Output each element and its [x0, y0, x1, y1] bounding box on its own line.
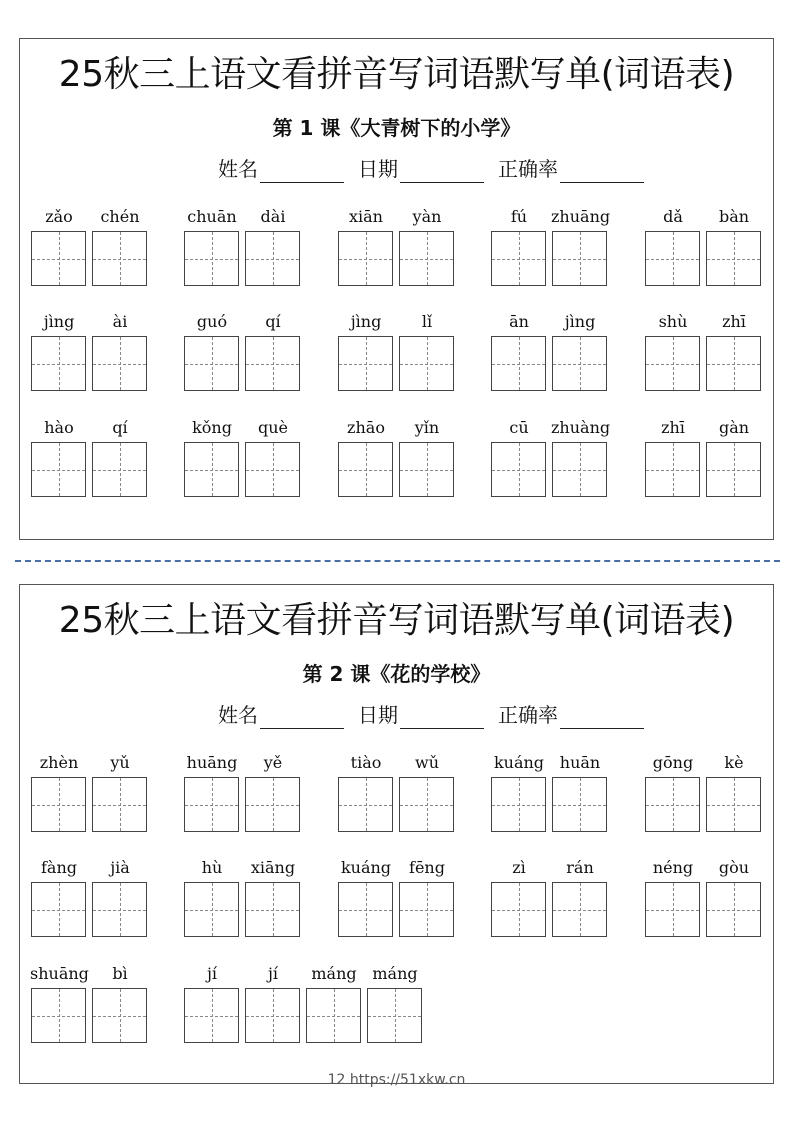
- writing-box[interactable]: [491, 442, 546, 497]
- pinyin-label: zhī: [661, 418, 685, 437]
- pinyin-label: hào: [44, 418, 74, 437]
- writing-box[interactable]: [491, 777, 546, 832]
- name-field[interactable]: [218, 155, 344, 183]
- pinyin-label: fú: [510, 207, 528, 226]
- writing-box[interactable]: [245, 442, 300, 497]
- name-label: 姓名: [218, 157, 258, 181]
- writing-box[interactable]: [338, 442, 393, 497]
- writing-box[interactable]: [184, 442, 239, 497]
- writing-box[interactable]: [184, 988, 239, 1043]
- writing-box[interactable]: [338, 882, 393, 937]
- pinyin-label: shuāng: [30, 964, 89, 983]
- pinyin-label: kuáng: [493, 753, 545, 772]
- writing-box[interactable]: [706, 336, 761, 391]
- pinyin-label: chén: [100, 207, 140, 226]
- pinyin-label: zhāo: [347, 418, 385, 437]
- pinyin-label: huān: [559, 753, 601, 772]
- writing-box[interactable]: [706, 231, 761, 286]
- date-blank[interactable]: [400, 160, 484, 183]
- writing-box[interactable]: [184, 882, 239, 937]
- writing-box[interactable]: [706, 777, 761, 832]
- pinyin-label: jìng: [43, 312, 75, 331]
- writing-box[interactable]: [31, 988, 86, 1043]
- writing-box[interactable]: [552, 231, 607, 286]
- pinyin-label: zhī: [722, 312, 746, 331]
- writing-box[interactable]: [245, 231, 300, 286]
- pinyin-label: jià: [110, 858, 130, 877]
- worksheet-1: [19, 38, 774, 540]
- date-label: 日期: [358, 157, 398, 181]
- writing-box[interactable]: [31, 336, 86, 391]
- pinyin-label: wǔ: [415, 753, 439, 772]
- pinyin-label: xiān: [349, 207, 383, 226]
- lesson-title: 第 2 课《花的学校》: [302, 662, 491, 686]
- pinyin-label: yě: [263, 753, 283, 772]
- pinyin-label: hù: [201, 858, 223, 877]
- worksheet-title: 25秋三上语文看拼音写词语默写单(词语表): [58, 600, 735, 641]
- lesson-title: 第 1 课《大青树下的小学》: [272, 116, 521, 140]
- writing-box[interactable]: [306, 988, 361, 1043]
- pinyin-label: máng: [372, 964, 418, 983]
- accuracy-blank[interactable]: [560, 160, 644, 183]
- pinyin-label: kǒng: [192, 418, 232, 437]
- writing-box[interactable]: [338, 231, 393, 286]
- name-label: 姓名: [218, 703, 258, 727]
- pinyin-label: yǐn: [414, 418, 440, 437]
- writing-box[interactable]: [245, 988, 300, 1043]
- pinyin-label: fàng: [40, 858, 77, 877]
- writing-box[interactable]: [491, 336, 546, 391]
- writing-box[interactable]: [399, 442, 454, 497]
- writing-box[interactable]: [184, 336, 239, 391]
- pinyin-label: gàn: [718, 418, 750, 437]
- accuracy-label: 正确率: [498, 703, 558, 727]
- name-blank[interactable]: [260, 706, 344, 729]
- writing-box[interactable]: [245, 777, 300, 832]
- worksheet-2: [19, 584, 774, 1084]
- worksheet-title: 25秋三上语文看拼音写词语默写单(词语表): [58, 54, 735, 95]
- writing-box[interactable]: [31, 231, 86, 286]
- name-field[interactable]: [218, 701, 344, 729]
- writing-box[interactable]: [491, 231, 546, 286]
- writing-box[interactable]: [338, 336, 393, 391]
- writing-box[interactable]: [338, 777, 393, 832]
- pinyin-label: què: [257, 418, 288, 437]
- writing-box[interactable]: [92, 442, 147, 497]
- writing-box[interactable]: [399, 777, 454, 832]
- writing-box[interactable]: [552, 777, 607, 832]
- pinyin-label: guó: [196, 312, 228, 331]
- writing-box[interactable]: [552, 336, 607, 391]
- pinyin-label: zhuàng: [551, 418, 611, 437]
- pinyin-label: qí: [265, 312, 281, 331]
- writing-box[interactable]: [184, 231, 239, 286]
- pinyin-label: tiào: [350, 753, 382, 772]
- writing-box[interactable]: [92, 777, 147, 832]
- pinyin-label: kè: [724, 753, 744, 772]
- pinyin-label: dǎ: [663, 207, 683, 226]
- pinyin-label: chuān: [187, 207, 237, 226]
- writing-box[interactable]: [92, 336, 147, 391]
- writing-box[interactable]: [399, 231, 454, 286]
- accuracy-blank[interactable]: [560, 706, 644, 729]
- pinyin-label: xiāng: [250, 858, 296, 877]
- writing-box[interactable]: [645, 231, 700, 286]
- writing-box[interactable]: [31, 882, 86, 937]
- pinyin-label: gòu: [718, 858, 750, 877]
- pinyin-label: bàn: [718, 207, 750, 226]
- pinyin-label: zhèn: [39, 753, 79, 772]
- writing-box[interactable]: [31, 442, 86, 497]
- pinyin-label: yǔ: [110, 753, 130, 772]
- pinyin-label: jìng: [350, 312, 382, 331]
- date-field[interactable]: [358, 701, 484, 729]
- pinyin-label: fēng: [409, 858, 445, 877]
- writing-box[interactable]: [491, 882, 546, 937]
- writing-box[interactable]: [645, 336, 700, 391]
- pinyin-label: dài: [260, 207, 286, 226]
- pinyin-label: néng: [652, 858, 694, 877]
- writing-box[interactable]: [92, 231, 147, 286]
- student-info-row: [218, 155, 644, 183]
- pinyin-label: qí: [112, 418, 128, 437]
- pinyin-label: jìng: [564, 312, 596, 331]
- date-blank[interactable]: [400, 706, 484, 729]
- writing-box[interactable]: [645, 882, 700, 937]
- accuracy-field[interactable]: [498, 155, 644, 183]
- cut-line-divider: [15, 560, 780, 562]
- pinyin-label: kuáng: [340, 858, 392, 877]
- writing-box[interactable]: [31, 777, 86, 832]
- date-label: 日期: [358, 703, 398, 727]
- writing-box[interactable]: [552, 882, 607, 937]
- writing-box[interactable]: [706, 442, 761, 497]
- pinyin-label: bì: [112, 964, 128, 983]
- pinyin-label: lǐ: [421, 312, 433, 331]
- pinyin-label: shù: [658, 312, 688, 331]
- writing-box[interactable]: [245, 882, 300, 937]
- pinyin-label: huāng: [186, 753, 238, 772]
- writing-box[interactable]: [367, 988, 422, 1043]
- writing-box[interactable]: [245, 336, 300, 391]
- pinyin-label: zì: [512, 858, 526, 877]
- pinyin-label: ài: [112, 312, 128, 331]
- writing-box[interactable]: [645, 442, 700, 497]
- pinyin-label: gōng: [652, 753, 694, 772]
- accuracy-field[interactable]: [498, 701, 644, 729]
- pinyin-label: jí: [267, 964, 279, 983]
- pinyin-label: zhuāng: [551, 207, 611, 226]
- pinyin-label: rán: [566, 858, 594, 877]
- pinyin-label: ān: [509, 312, 529, 331]
- page-footer: 12 https://51xkw.cn: [327, 1072, 466, 1088]
- writing-box[interactable]: [706, 882, 761, 937]
- pinyin-label: máng: [311, 964, 357, 983]
- writing-box[interactable]: [399, 882, 454, 937]
- date-field[interactable]: [358, 155, 484, 183]
- writing-box[interactable]: [184, 777, 239, 832]
- student-info-row: [218, 701, 644, 729]
- writing-box[interactable]: [92, 988, 147, 1043]
- writing-box[interactable]: [552, 442, 607, 497]
- writing-box[interactable]: [92, 882, 147, 937]
- accuracy-label: 正确率: [498, 157, 558, 181]
- pinyin-label: jí: [206, 964, 218, 983]
- writing-box[interactable]: [645, 777, 700, 832]
- writing-box[interactable]: [399, 336, 454, 391]
- pinyin-label: zǎo: [45, 207, 73, 226]
- pinyin-label: yàn: [412, 207, 442, 226]
- pinyin-label: cū: [509, 418, 529, 437]
- name-blank[interactable]: [260, 160, 344, 183]
